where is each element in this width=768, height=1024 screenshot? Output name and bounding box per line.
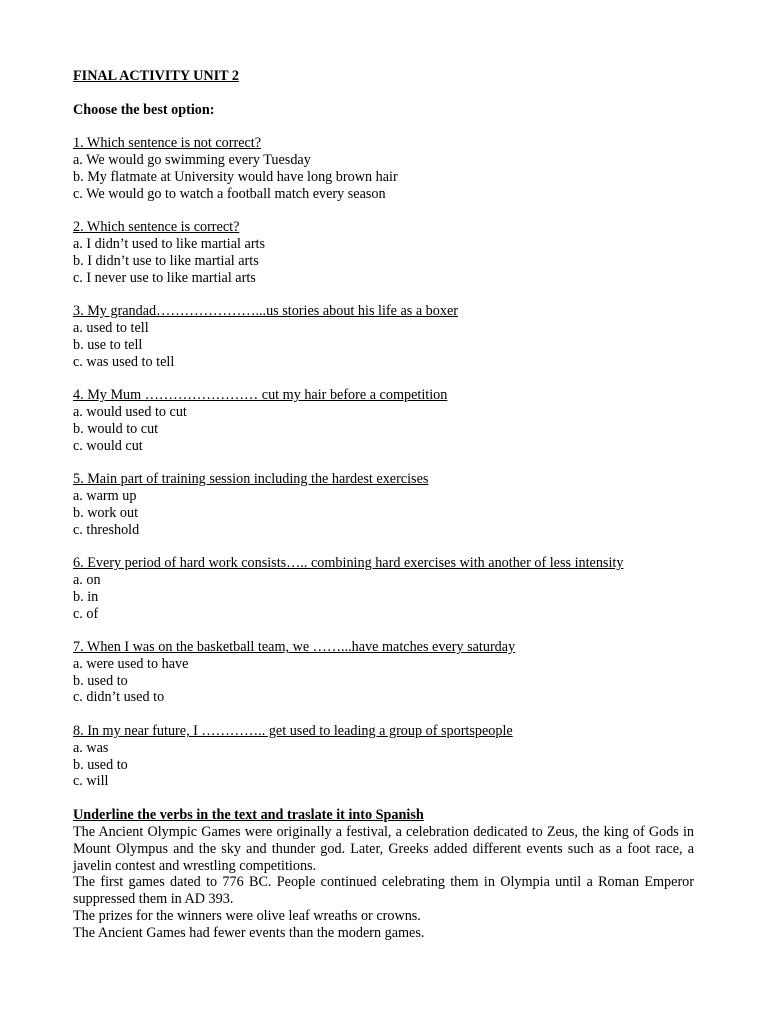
answer-option: a. was: [73, 739, 109, 756]
question-block: [73, 387, 695, 454]
answer-option: c. was used to tell: [73, 353, 175, 370]
answer-option: b. would to cut: [73, 420, 159, 437]
section-title: Underline the verbs in the text and traslate it into Spanish: [73, 807, 424, 824]
paragraph: The first games dated to 776 BC. People continued celebrating them in Olympia until a Roman Emperor suppressed them in AD 393.: [73, 874, 694, 908]
question-block: [73, 555, 695, 622]
question-block: [73, 723, 695, 790]
answer-option: a. We would go swimming every Tuesday: [73, 151, 311, 168]
spacer: [73, 118, 695, 135]
answer-option: b. used to: [73, 756, 128, 773]
answer-option: a. used to tell: [73, 319, 149, 336]
spacer: [73, 85, 695, 102]
answer-option: c. will: [73, 773, 109, 790]
spacer: [73, 706, 695, 723]
answer-option: b. use to tell: [73, 336, 143, 353]
question-prompt: 4. My Mum …………………… cut my hair before a competition: [73, 387, 448, 404]
spacer: [73, 286, 695, 303]
question-block: [73, 471, 695, 538]
question-prompt: 3. My grandad…………………...us stories about his life as a boxer: [73, 303, 458, 320]
instruction-text: Choose the best option:: [73, 101, 215, 118]
answer-option: b. I didn’t use to like martial arts: [73, 252, 259, 269]
answer-option: b. in: [73, 588, 99, 605]
question-block: [73, 639, 695, 706]
spacer: [73, 622, 695, 639]
paragraph: The Ancient Games had fewer events than the modern games.: [73, 924, 425, 941]
paragraph: The Ancient Olympic Games were originally a festival, a celebration dedicated to Zeus, the king of Gods in Mount Olympus and the sky and thunder god. Later, Greeks added different events such as a foot race, a javelin contest and wrestling competitions.: [73, 824, 694, 874]
answer-option: c. would cut: [73, 437, 143, 454]
question-prompt: 8. In my near future, I ………….. get used to leading a group of sportspeople: [73, 723, 513, 740]
spacer: [73, 202, 695, 219]
answer-option: c. We would go to watch a football match every season: [73, 185, 386, 202]
answer-option: b. My flatmate at University would have long brown hair: [73, 168, 398, 185]
document-title: FINAL ACTIVITY UNIT 2: [73, 68, 239, 84]
paragraph: The prizes for the winners were olive leaf wreaths or crowns.: [73, 908, 421, 925]
answer-option: a. were used to have: [73, 655, 189, 672]
answer-option: b. used to: [73, 672, 128, 689]
answer-option: c. I never use to like martial arts: [73, 269, 256, 286]
question-prompt: 2. Which sentence is correct?: [73, 219, 240, 236]
question-prompt: 1. Which sentence is not correct?: [73, 135, 262, 152]
spacer: [73, 538, 695, 555]
answer-option: a. I didn’t used to like martial arts: [73, 235, 266, 252]
answer-option: b. work out: [73, 504, 139, 521]
translation-section: [73, 807, 695, 942]
spacer: [73, 370, 695, 387]
answer-option: c. threshold: [73, 521, 140, 538]
question-block: [73, 219, 695, 286]
answer-option: a. warm up: [73, 487, 137, 504]
question-prompt: 7. When I was on the basketball team, we ……...have matches every saturday: [73, 639, 516, 656]
answer-option: a. would used to cut: [73, 403, 187, 420]
reading-text: [73, 824, 694, 942]
answer-option: c. of: [73, 605, 99, 622]
question-block: [73, 135, 695, 202]
question-prompt: 6. Every period of hard work consists….. combining hard exercises with another of less intensity: [73, 555, 624, 572]
question-prompt: 5. Main part of training session including the hardest exercises: [73, 471, 429, 488]
spacer: [73, 790, 695, 807]
answer-option: c. didn’t used to: [73, 689, 165, 706]
spacer: [73, 454, 695, 471]
answer-option: a. on: [73, 571, 101, 588]
question-block: [73, 303, 695, 370]
